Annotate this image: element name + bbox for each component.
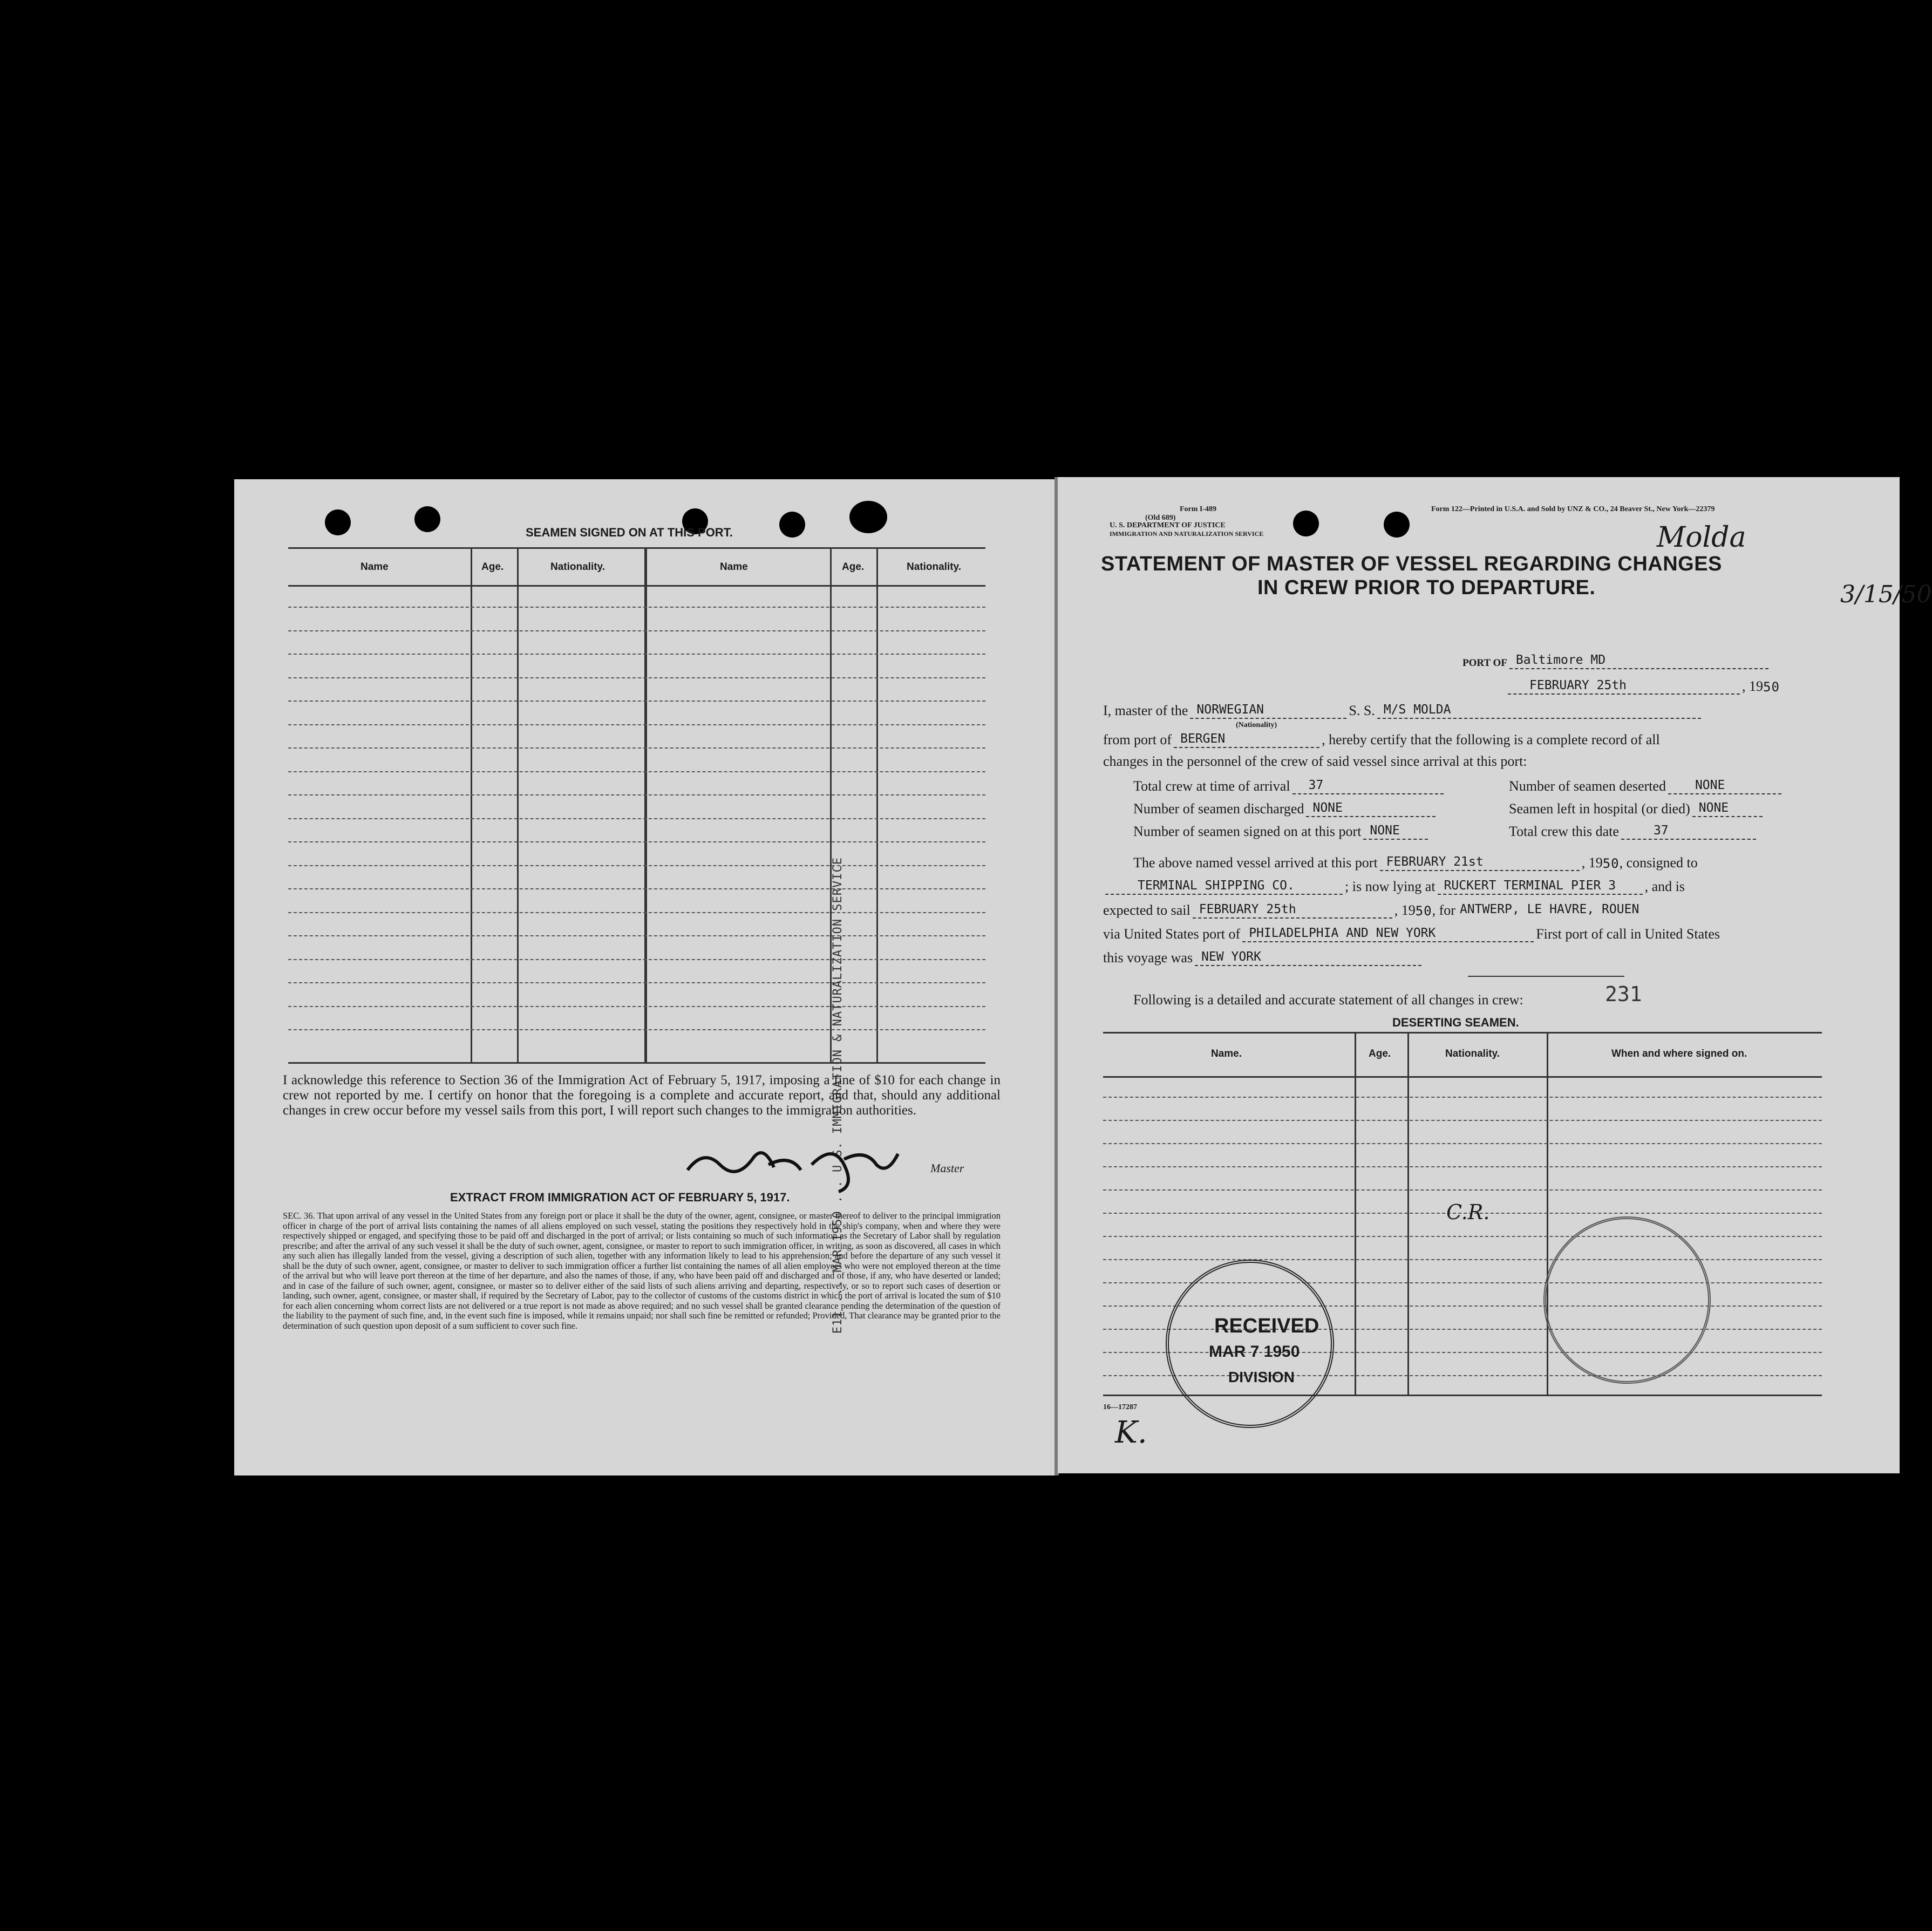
table-row <box>288 841 985 842</box>
certify-text: , hereby certify that the following is a complete record of all <box>1322 732 1660 747</box>
ss-label: S. S. <box>1349 703 1375 718</box>
lying-label: ; is now lying at <box>1345 879 1436 894</box>
punch-hole <box>325 509 351 535</box>
arrived-value: FEBRUARY 21st <box>1386 855 1484 869</box>
table-row <box>288 630 985 631</box>
total-crew-date-value: 37 <box>1653 824 1669 838</box>
table-row <box>288 865 985 866</box>
total-crew-date-label: Total crew this date <box>1509 824 1619 839</box>
for-value: ANTWERP, LE HAVRE, ROUEN <box>1459 902 1640 916</box>
table-row <box>288 724 985 725</box>
from-port-value: BERGEN <box>1180 732 1226 746</box>
table-row <box>288 654 985 655</box>
total-crew-arrival-value: 37 <box>1308 778 1324 792</box>
table-row <box>1103 1189 1822 1191</box>
port-value: Baltimore MD <box>1515 653 1606 667</box>
received-stamp <box>1166 1260 1334 1428</box>
col-header-nationality: Nationality. <box>1445 1048 1500 1059</box>
punch-hole <box>849 501 887 533</box>
hospital-label: Seamen left in hospital (or died) <box>1509 801 1690 817</box>
master-signature <box>682 1127 909 1197</box>
voyage-value: NEW YORK <box>1201 950 1261 964</box>
from-port-label: from port of <box>1103 732 1172 747</box>
signed-on-value: NONE <box>1370 824 1400 838</box>
total-crew-arrival-label: Total crew at time of arrival <box>1133 778 1290 794</box>
table-row <box>1103 1120 1822 1121</box>
table-row <box>288 701 985 702</box>
table-row <box>1103 1166 1822 1167</box>
consignee-value: TERMINAL SHIPPING CO. <box>1138 879 1295 893</box>
table-row <box>1103 1097 1822 1098</box>
nationality-value: NORWEGIAN <box>1196 703 1264 717</box>
col-header-name: Name <box>720 561 748 573</box>
extract-title: EXTRACT FROM IMMIGRATION ACT OF FEBRUARY 5, 1917. <box>450 1191 790 1204</box>
expected-year: 50 <box>1415 903 1432 919</box>
form-title-1: STATEMENT OF MASTER OF VESSEL REGARDING CHANGES <box>1101 553 1722 575</box>
table-row <box>288 677 985 678</box>
arrived-label: The above named vessel arrived at this port <box>1133 855 1378 871</box>
table-row <box>288 982 985 983</box>
printer-line: Form 122—Printed in U.S.A. and Sold by UNZ & CO., 24 Beaver St., New York—22379 <box>1431 505 1715 513</box>
via-value: PHILADELPHIA AND NEW YORK <box>1249 926 1436 940</box>
col-header-nationality: Nationality. <box>907 561 961 573</box>
table-row <box>1103 1259 1822 1260</box>
vertical-stamp: E11 ... MAR 1950 ... U.S. IMMIGRATION & NATURALIZATION SERVICE <box>831 857 845 1334</box>
table-row <box>1103 1236 1822 1237</box>
table-row <box>288 1006 985 1007</box>
year-prefix: , 19 <box>1742 678 1763 694</box>
left-title: SEAMEN SIGNED ON AT THIS PORT. <box>526 526 733 539</box>
acknowledgement-text: I acknowledge this reference to Section 36 of the Immigration Act of February 5, 1917, imposing a fine of $10 for each change in crew not reported by me. I certify on honor that the foregoing is a complete and accurate report, and that, should any additional changes in crew occur before my vessel sails from this port, I will report such changes to the immigration authorities. <box>283 1073 1001 1118</box>
year-value: 50 <box>1763 679 1780 695</box>
consigned-label: , consigned to <box>1619 855 1698 871</box>
form-number: Form I-489 <box>1180 505 1217 513</box>
lying-value: RUCKERT TERMINAL PIER 3 <box>1444 879 1616 893</box>
discharged-value: NONE <box>1312 801 1343 815</box>
form-title-2: IN CREW PRIOR TO DEPARTURE. <box>1257 576 1596 599</box>
table-row <box>288 935 985 936</box>
handwritten-date: 3/15/50 <box>1840 581 1932 608</box>
faint-stamp <box>1543 1216 1711 1384</box>
col-header-name: Name <box>360 561 389 573</box>
punch-hole <box>1384 512 1410 538</box>
extract-text: SEC. 36. That upon arrival of any vessel in the United States from any foreign port or place it shall be the duty of the owner, agent, consignee, or master thereof to deliver to the principal immigration officer in charge of the port of arrival lists containing the names of all aliens employed on such vessel, stating the positions they respectively hold in the ship's company, when and where they were respectively shipped or engaged, and specifying those to be paid off and discharged in the port of arrival; or lists containing so much of such information as the Secretary of Labor shall by regulation prescribe; and after the arrival of any such vessel it shall be the duty of such owner, agent, consignee, or master to report to such immigration officer, in writing, as soon as discovered, all cases in which any such alien has illegally landed from the vessel, giving a description of such alien, together with any information likely to lead to his apprehension; and before the departure of any such vessel it shall be the duty of such owner, agent, consignee, or master to deliver to such immigration officer a further list containing the names of all alien employees who were not employed thereon at the time of the arrival but who will leave port thereon at the time of her departure, and also the names of those, if any, who have been paid off and discharged and of those, if any, who have deserted or landed; and in case of the failure of such owner, agent, consignee, or master so to deliver either of the said lists of such aliens arriving and departing, respectively, or so to report such cases of desertion or landing, such owner, agent, consignee, or master shall, if required by the Secretary of Labor, pay to the collector of customs of the customs district in which the port of arrival is located the sum of $10 for each alien concerning whom correct lists are not delivered or a true report is not made as above required; and no such vessel shall be granted clearance pending the determination of the question of the liability to the payment of such fine, and, in the event such fine is imposed, while it remains unpaid; nor shall such fine be remitted or refunded; Provided, That clearance may be granted prior to the determination of such question upon deposit of a sum sufficient to cover such fine. <box>283 1211 1001 1331</box>
signed-on-label: Number of seamen signed on at this port <box>1133 824 1362 839</box>
punch-hole <box>779 512 805 538</box>
nationality-caption: (Nationality) <box>1236 721 1277 729</box>
and-is-label: , and is <box>1644 879 1685 894</box>
expected-value: FEBRUARY 25th <box>1199 902 1296 916</box>
table-row <box>288 771 985 772</box>
initials: C.R. <box>1446 1200 1490 1224</box>
deserted-label: Number of seamen deserted <box>1509 778 1666 794</box>
punch-hole <box>1293 511 1319 536</box>
handwritten-ship: Molda <box>1657 521 1746 554</box>
department: U. S. DEPARTMENT OF JUSTICE <box>1110 521 1226 529</box>
table-row <box>1103 1143 1822 1144</box>
right-page: Form I-489 (Old 689) U. S. DEPARTMENT OF JUSTICE IMMIGRATION AND NATURALIZATION SERVICE Form 122—Printed in U.S.A. and Sold by UNZ & CO., 24 Beaver St., New York—22379 Molda 3/15/50 STATEMENT OF MASTER OF VESSEL REGARDING CHANGES IN CREW PRIOR TO DEPARTURE. PORT OF Baltimore MD FEBRUARY 25th , 19 50 I, master of the NORWEGIAN S. S. M/S MOLDA (Nationality) from port of BERGEN , hereby certify that the following is a complete record of all changes in the personnel of the crew of said vessel since arrival at this port: Total crew at time of arrival 37 Number of seamen deserted NONE Number of seamen discharged NONE Seamen left in hospital (or died) NONE Number of seamen signed on at this port NONE Total crew this date 37 The above named vessel arrived at this port FEBRUARY 21st , 19 50 , consigned to TERMINAL SHIPPING CO. ; is now lying at RUCKERT TERMINAL PIER 3 , and is expected to sail FEBRUARY 25th , 19 50 , for ANTWERP, LE HAVRE, ROUEN via United States port of PHILADELPHIA AND NEW YORK First port of call in United States this voyage was NEW YORK Following is a detailed and accurate statement of all changes in crew: 231 DESERTING SEAMEN. Name. Age. Nationality. When and where signed on. C.R. RECEIVED MAR 7 1950 DIVISION 16—17287 K. <box>1058 477 1900 1473</box>
hospital-value: NONE <box>1698 801 1729 815</box>
left-page <box>234 479 1058 1476</box>
stamp-number: 231 <box>1605 982 1642 1006</box>
via-label: via United States port of <box>1103 926 1241 942</box>
vessel-value: M/S MOLDA <box>1383 703 1451 717</box>
col-header-nationality: Nationality. <box>550 561 605 573</box>
table-row <box>288 607 985 608</box>
certify-text-2: changes in the personnel of the crew of said vessel since arrival at this port: <box>1103 753 1527 769</box>
master-of-label: I, master of the <box>1103 703 1188 718</box>
col-header-name: Name. <box>1211 1048 1242 1059</box>
col-header-age: Age. <box>842 561 865 573</box>
deserting-title: DESERTING SEAMEN. <box>1392 1016 1519 1029</box>
stamp-date: MAR 7 1950 <box>1209 1343 1300 1361</box>
voyage-label: this voyage was <box>1103 950 1193 966</box>
col-header-age: Age. <box>481 561 504 573</box>
handwritten-mark: K. <box>1115 1415 1147 1450</box>
table-row <box>288 747 985 749</box>
col-header-age: Age. <box>1369 1048 1391 1059</box>
expected-label: expected to sail <box>1103 902 1191 918</box>
table-row <box>288 959 985 960</box>
date-value: FEBRUARY 25th <box>1529 678 1627 692</box>
table-row <box>288 794 985 795</box>
table-row <box>288 888 985 889</box>
form-old: (Old 689) <box>1145 514 1176 522</box>
service: IMMIGRATION AND NATURALIZATION SERVICE <box>1110 530 1264 538</box>
master-label: Master <box>930 1161 964 1175</box>
table-row <box>288 1029 985 1030</box>
following-label: Following is a detailed and accurate statement of all changes in crew: <box>1133 992 1523 1008</box>
for-label: , for <box>1432 902 1455 918</box>
first-port-label: First port of call in United States <box>1536 926 1720 942</box>
discharged-label: Number of seamen discharged <box>1133 801 1304 817</box>
deserted-value: NONE <box>1695 778 1725 792</box>
punch-hole <box>414 506 440 532</box>
footer-code: 16—17287 <box>1103 1403 1137 1411</box>
port-label: PORT OF <box>1462 657 1507 669</box>
col-header-signed-on: When and where signed on. <box>1611 1048 1747 1059</box>
stamp-division: DIVISION <box>1228 1369 1295 1385</box>
table-row <box>288 818 985 819</box>
table-row <box>288 912 985 913</box>
stamp-received: RECEIVED <box>1214 1315 1319 1337</box>
arrived-year: 50 <box>1602 856 1620 871</box>
